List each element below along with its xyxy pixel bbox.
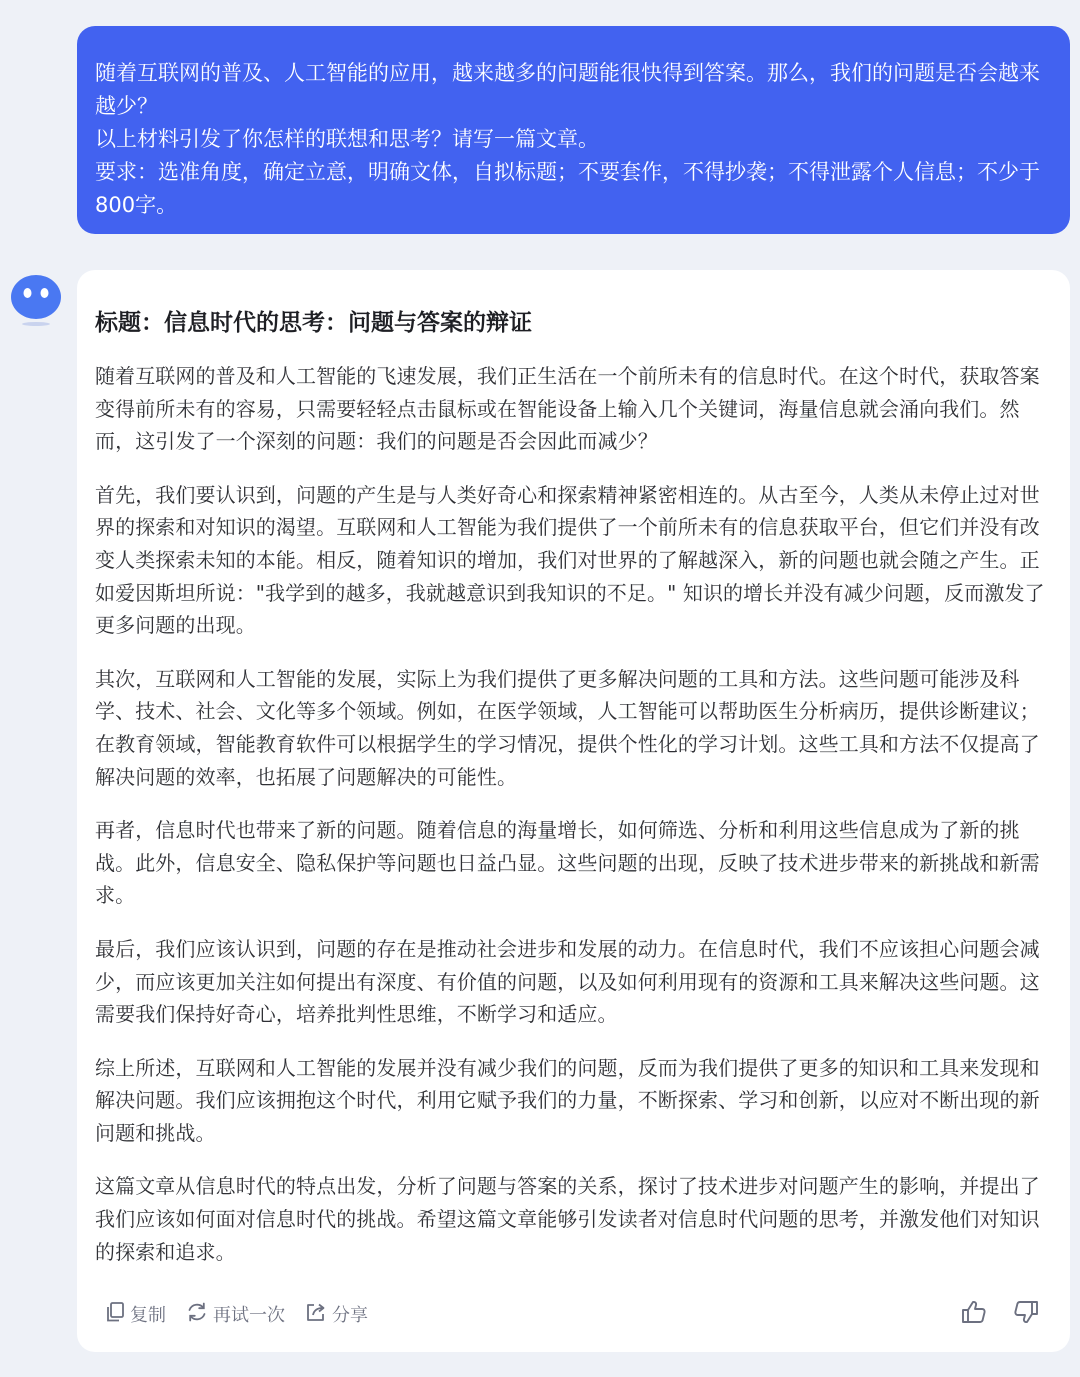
assistant-avatar-icon: [10, 272, 62, 324]
share-icon: [305, 1301, 332, 1328]
user-message-bubble: [77, 26, 1070, 234]
answer-paragraph: 首先，我们要认识到，问题的产生是与人类好奇心和探索精神紧密相连的。从古至今，人类从未停止过对世界的探索和对知识的渴望。互联网和人工智能为我们提供了一个前所未有的信息获取平台，但它们并没有改变人类探索未知的本能。相反，随着知识的增加，我们对世界的了解越深入，新的问题也就会随之产生。正如爱因斯坦所说："我学到的越多，我就越意识到我知识的不足。" 知识的增长并没有减少问题，反而激发了更多问题的出现。: [95, 482, 1045, 638]
refresh-icon: [186, 1301, 213, 1328]
thumbs-down-icon: [1012, 1298, 1040, 1330]
user-message-line: 以上材料引发了你怎样的联想和思考？请写一篇文章。: [95, 127, 599, 151]
dislike-button[interactable]: [1006, 1294, 1046, 1334]
thumbs-up-icon: [960, 1298, 988, 1330]
answer-paragraph: 其次，互联网和人工智能的发展，实际上为我们提供了更多解决问题的工具和方法。这些问题可能涉及科学、技术、社会、文化等多个领域。例如，在医学领域，人工智能可以帮助医生分析病历，提供诊断建议；在教育领域，智能教育软件可以根据学生的学习情况，提供个性化的学习计划。这些工具和方法不仅提高了解决问题的效率，也拓展了问题解决的可能性。: [95, 666, 1040, 789]
retry-button[interactable]: [186, 1301, 285, 1328]
share-button[interactable]: [305, 1301, 368, 1328]
answer-paragraph: 再者，信息时代也带来了新的问题。随着信息的海量增长，如何筛选、分析和利用这些信息成为了新的挑战。此外，信息安全、隐私保护等问题也日益凸显。这些问题的出现，反映了技术进步带来的新挑战和新需求。: [95, 818, 1040, 908]
user-message-line: 要求：选准角度，确定立意，明确文体，自拟标题；不要套作，不得抄袭；不得泄露个人信息；不少于800字。: [95, 160, 1040, 217]
answer-paragraph: 最后，我们应该认识到，问题的存在是推动社会进步和发展的动力。在信息时代，我们不应该担心问题会减少，而应该更加关注如何提出有深度、有价值的问题，以及如何利用现有的资源和工具来解决这些问题。这需要我们保持好奇心，培养批判性思维，不断学习和适应。: [95, 936, 1040, 1027]
copy-label: 复制: [130, 1305, 166, 1326]
user-message-line: 随着互联网的普及、人工智能的应用，越来越多的问题能很快得到答案。那么，我们的问题是否会越来越少？: [95, 61, 1040, 118]
retry-label: 再试一次: [213, 1305, 285, 1326]
share-label: 分享: [332, 1305, 368, 1326]
answer-paragraph: 综上所述，互联网和人工智能的发展并没有减少我们的问题，反而为我们提供了更多的知识和工具来发现和解决问题。我们应该拥抱这个时代，利用它赋予我们的力量，不断探索、学习和创新，以应对不断出现的新问题和挑战。: [95, 1055, 1040, 1145]
answer-paragraph: 随着互联网的普及和人工智能的飞速发展，我们正生活在一个前所未有的信息时代。在这个时代，获取答案变得前所未有的容易，只需要轻轻点击鼠标或在智能设备上输入几个关键词，海量信息就会涌向我们。然而，这引发了一个深刻的问题：我们的问题是否会因此而减少？: [95, 364, 1040, 454]
copy-button[interactable]: [105, 1301, 166, 1328]
like-button[interactable]: [954, 1294, 994, 1334]
answer-title: 标题：信息时代的思考：问题与答案的辩证: [95, 310, 532, 336]
answer-paragraph: 这篇文章从信息时代的特点出发，分析了问题与答案的关系，探讨了技术进步对问题产生的影响，并提出了我们应该如何面对信息时代的挑战。希望这篇文章能够引发读者对信息时代问题的思考，并激发他们对知识的探索和追求。: [95, 1174, 1040, 1264]
copy-icon: [105, 1301, 130, 1328]
answer-toolbar: [105, 1290, 1046, 1338]
assistant-message-card: [77, 270, 1070, 1352]
